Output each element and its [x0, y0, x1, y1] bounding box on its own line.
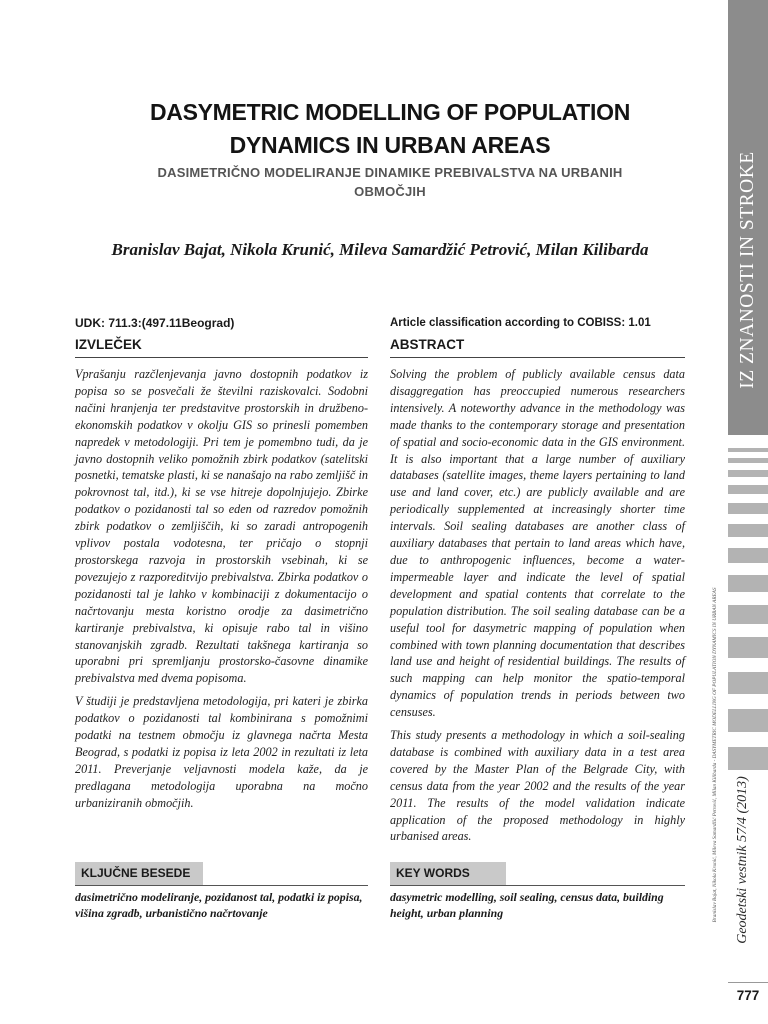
section-label: IZ ZNANOSTI IN STROKE — [737, 151, 758, 389]
title-line-1: DASYMETRIC MODELLING OF POPULATION — [149, 99, 631, 125]
journal-citation: Geodetski vestnik 57/4 (2013) — [735, 776, 750, 944]
band-stripe — [728, 448, 768, 452]
band-stripe — [728, 524, 768, 537]
keywords-divider-left — [75, 885, 368, 886]
slovenian-abstract-column — [75, 314, 368, 818]
band-stripe — [728, 672, 768, 694]
title-line-2: DYNAMICS IN URBAN AREAS — [229, 132, 551, 158]
band-stripe — [728, 637, 768, 658]
page-number: 777 — [728, 982, 768, 1009]
running-head: Branislav Bajat, Nikola Krunić, Mileva Samardžić Petrović, Milan Kilibarda - DASYMETRIC MODELLING OF POPULATION DYNAMICS IN URBAN AREAS — [712, 587, 718, 923]
band-stripe — [728, 709, 768, 732]
cobiss-classification: Article classification according to COBISS: 1.01 — [390, 317, 651, 329]
band-stripe — [728, 548, 768, 563]
abstract-paragraph-1: Solving the problem of publicly available census data disaggregation has preoccupied numerous researchers intensively. A noteworthy advance in the methodology was made thanks to the contemporary storage and presentation of spatial and socio-economic data in the GIS environment. It is also important that a large number of auxiliary databases (satellite images, theme layers pertaining to land use and land cover, etc.) are publicly available and are periodically supplemented at increasingly shorter time intervals. Soil sealing databases are another class of auxiliary databases that pertain to land areas which have, due to anthropogenic influences, become a water-impermeable layer and indicate the level of spatial development and spatial contents that correlate to the population distribution. The soil sealing database can be a useful tool for dasymetric mapping of population when combined with town planning documentation that describes land use and height of residential buildings. The results of such mapping can help monitor the spatio-temporal dynamics of population trends in periods between two censuses. — [390, 367, 685, 720]
english-abstract-column — [390, 314, 685, 851]
kljucne-besede-text: dasimetrično modeliranje, pozidanost tal, podatki iz popisa, višina zgradb, urbanistično načrtovanje — [75, 890, 363, 920]
author-list: Branislav Bajat, Nikola Krunić, Mileva Samardžić Petrović, Milan Kilibarda — [111, 240, 649, 259]
keywords-divider-right — [390, 885, 685, 886]
abstract-heading: ABSTRACT — [390, 336, 685, 358]
izvlecek-heading: IZVLEČEK — [75, 336, 368, 358]
subtitle-line-1: DASIMETRIČNO MODELIRANJE DINAMIKE PREBIVALSTVA NA URBANIH — [157, 165, 623, 180]
subtitle-line-2: OBMOČJIH — [354, 184, 426, 199]
band-stripe — [728, 503, 768, 514]
band-stripe — [728, 470, 768, 477]
band-stripe — [728, 575, 768, 592]
key-words-label: KEY WORDS — [390, 862, 506, 885]
abstract-paragraph-2: This study presents a methodology in which a soil-sealing database is combined with auxiliary data in a test area covered by the Master Plan of the Belgrade City, with census data from the year 2002 and the results of the year 2011. The results of the model validation indicate application of the proposed methodology in highly urbanised areas. — [390, 728, 685, 844]
band-stripe — [728, 485, 768, 494]
key-words-text: dasymetric modelling, soil sealing, census data, building height, urban planning — [390, 890, 664, 920]
udk-code: UDK: 711.3:(497.11Beograd) — [75, 316, 235, 330]
band-stripe — [728, 458, 768, 463]
band-stripe — [728, 747, 768, 770]
article-subtitle — [100, 163, 680, 201]
article-title — [100, 96, 680, 162]
izvlecek-body — [75, 366, 368, 812]
kljucne-besede-label: KLJUČNE BESEDE — [75, 862, 203, 885]
band-stripe — [728, 605, 768, 624]
izvlecek-paragraph-1: Vprašanju razčlenjevanja javno dostopnih podatkov iz popisa so se posvečali že številni raziskovalci. Sodobni načini hranjenja ter predstavitve prostorskih in družbeno-ekonomskih podatkov v okolju GIS so prinesli pomemben napredek v metodologiji. Pri tem je pomembno tudi, da je javno dostopnih veliko pomožnih zbirk podatkov (satelitski posnetki, tematske plasti, ki se nanašajo na rabo zemljišč in pokrovnost tal, itd.), ki se vse hitreje dopolnjujejo. Zbirke podatkov o pozidanosti tal so eden od razredov pomožnih zbirk podatkov o zemljiščih, ki so zaradi antropogenih vplivov postala vodotesna, ter pričajo o stopnji prostorskega razvoja in prostorskih vsebinah, ki se povezujejo z razporeditvijo prebivalstva. Zbirka podatkov o pozidanosti tal je lahko v kombinaciji z dokumentacijo o načrtovanju mesta koristno orodje za dasimetrično kartiranje prebivalstva, ki opisuje rabo tal in višino stanovanjskih zgradb. Rezultati takšnega kartiranja so uporabni pri spremljanju prostorsko-časovne dinamike prebivalstva med dvema popisoma. — [75, 367, 368, 686]
izvlecek-paragraph-2: V študiji je predstavljena metodologija, pri kateri je zbirka podatkov o pozidanosti tal kombinirana s pomožnimi podatki na testnem območju iz glavnega načrta Mesta Beograd, s podatki iz popisa iz leta 2002 in rezultati iz leta 2011. Preverjanje veljavnosti modela kaže, da je predlagana metodologija uporabna na močno urbaniziranih območjih. — [75, 694, 368, 810]
abstract-body — [390, 366, 685, 845]
